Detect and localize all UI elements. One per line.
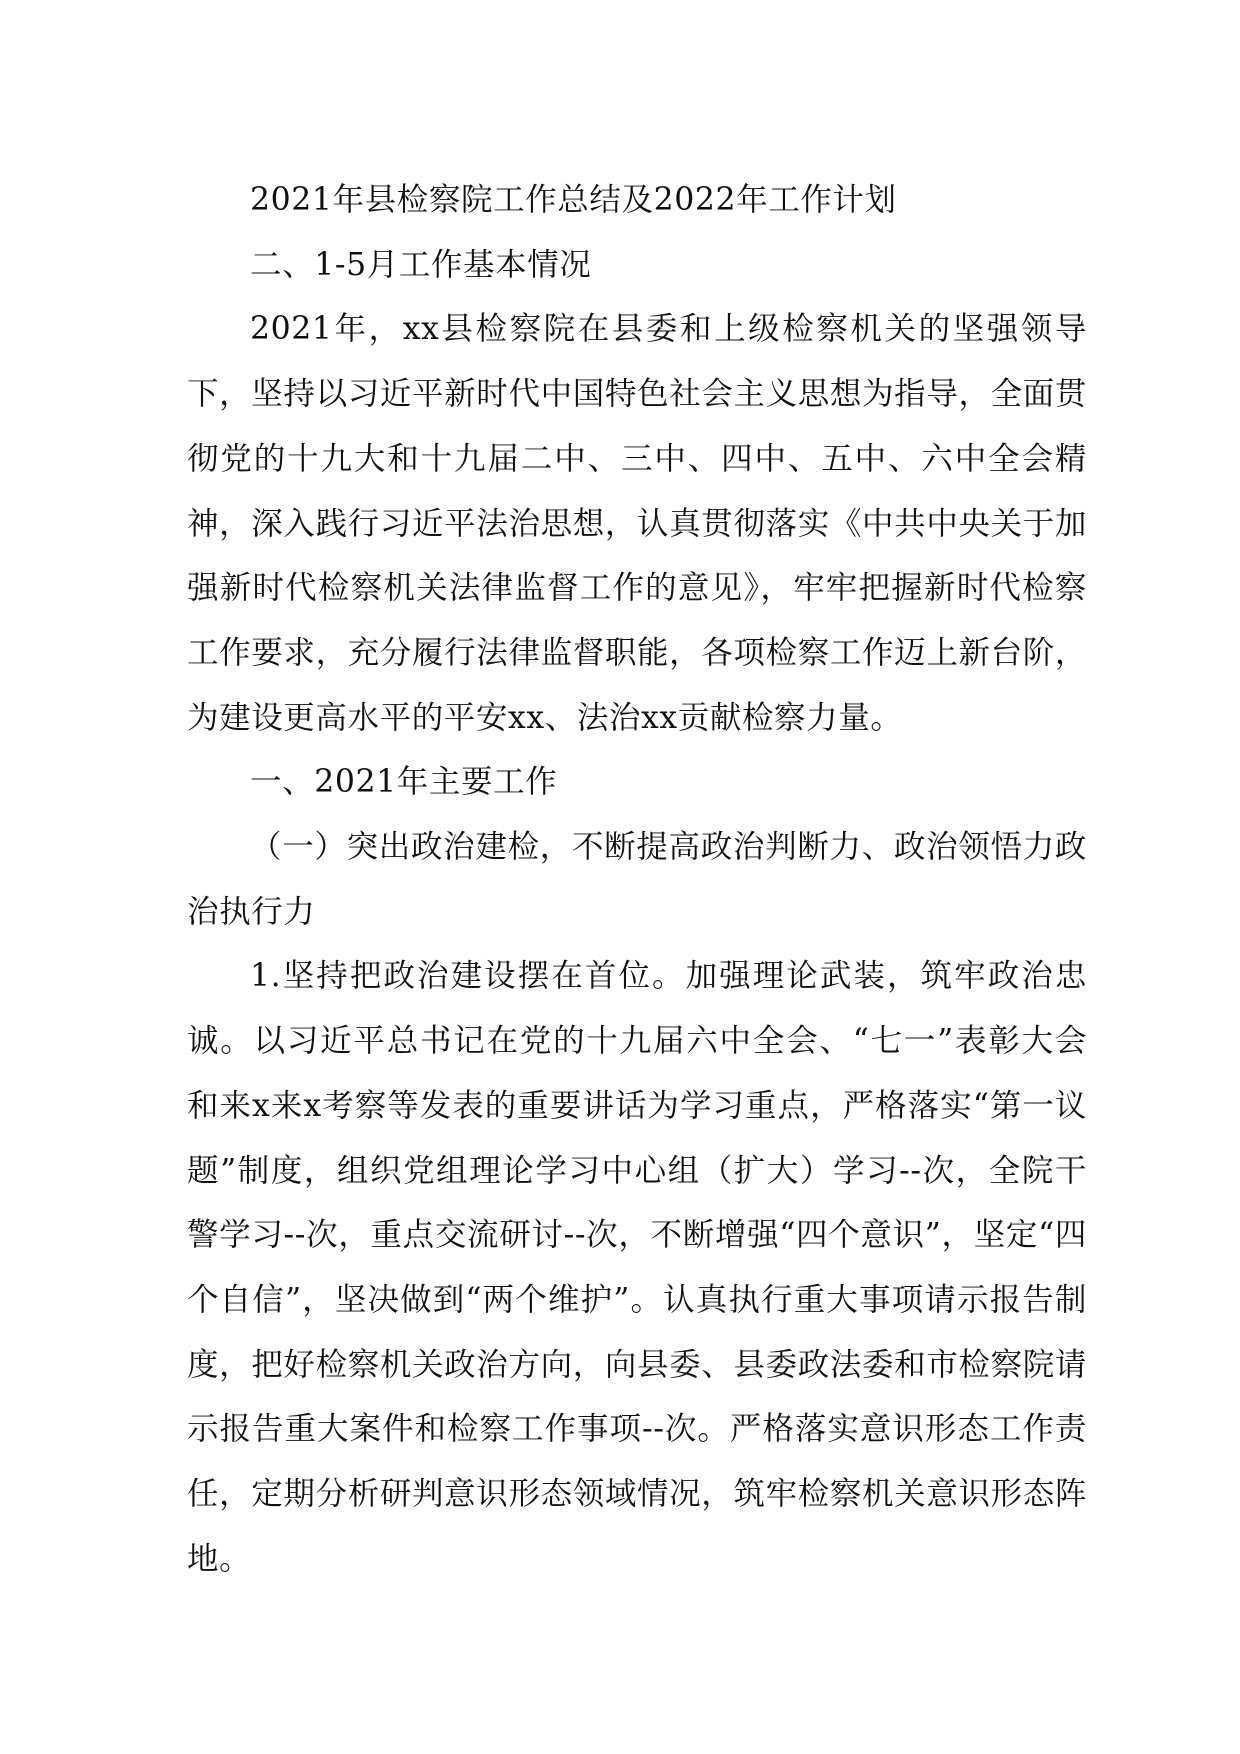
intro-paragraph: 2021年，xx县检察院在县委和上级检察机关的坚强领导下，坚持以习近平新时代中国特色社会主义思想为指导，全面贯彻党的十九大和十九届二中、三中、四中、五中、六中全会精神，深入践行习近平法治思想，认真贯彻落实《中共中央关于加强新时代检察机关法律监督工作的意见》，牢牢把握新时代检察工作要求，充分履行法律监督职能，各项检察工作迈上新台阶，为建设更高水平的平安xx、法治xx贡献检察力量。 — [187, 311, 1087, 736]
document-body — [187, 168, 1087, 1591]
section-two-heading: 二、1-5月工作基本情况 — [250, 246, 592, 283]
subsection-one-heading: （一）突出政治建检，不断提高政治判断力、政治领悟力政治执行力 — [187, 829, 1087, 930]
document-title: 2021年县检察院工作总结及2022年工作计划 — [250, 182, 897, 218]
item-one-paragraph: 1.坚持把政治建设摆在首位。加强理论武装，筑牢政治忠诚。以习近平总书记在党的十九届六中全会、“七一”表彰大会和来x来x考察等发表的重要讲话为学习重点，严格落实“第一议题”制度，组织党组理论学习中心组（扩大）学习--次，全院干警学习--次，重点交流研讨--次，不断增强“四个意识”，坚定“四个自信”，坚决做到“两个维护”。认真执行重大事项请示报告制度，把好检察机关政治方向，向县委、县委政法委和市检察院请示报告重大案件和检察工作事项--次。严格落实意识形态工作责任，定期分析研判意识形态领域情况，筑牢检察机关意识形态阵地。 — [187, 958, 1087, 1577]
section-one-heading: 一、2021年主要工作 — [250, 764, 558, 801]
